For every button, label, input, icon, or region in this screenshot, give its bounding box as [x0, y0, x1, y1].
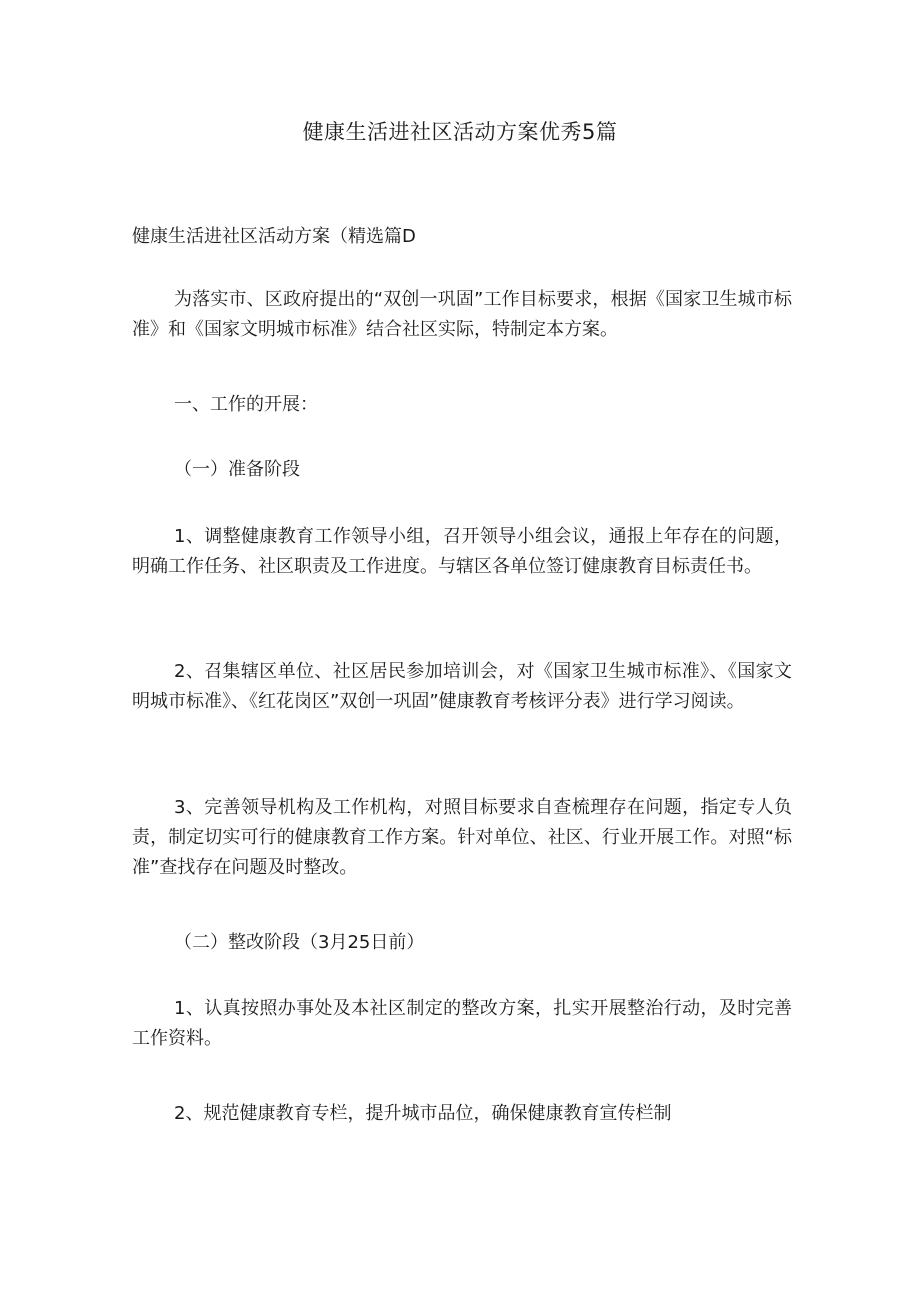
paragraph-prep-item-2: 2、召集辖区单位、社区居民参加培训会，对《国家卫生城市标准》、《国家文明城市标准》、《红花岗区”双创一巩固”健康教育考核评分表》进行学习阅读。 — [132, 661, 792, 712]
document-title: 健康生活进社区活动方案优秀5篇 — [302, 120, 618, 144]
intro-paragraph: 为落实市、区政府提出的“双创一巩固”工作目标要求，根据《国家卫生城市标准》和《国家文明城市标准》结合社区实际，特制定本方案。 — [132, 289, 792, 340]
paragraph-prep-item-1: 1、调整健康教育工作领导小组，召开领导小组会议，通报上年存在的问题，明确工作任务、社区职责及工作进度。与辖区各单位签订健康教育目标责任书。 — [132, 526, 792, 577]
heading-work-development: 一、工作的开展： — [174, 394, 318, 415]
heading-preparation-stage: （一）准备阶段 — [174, 459, 300, 480]
paragraph-rect-item-1: 1、认真按照办事处及本社区制定的整改方案，扎实开展整治行动，及时完善工作资料。 — [132, 998, 792, 1049]
paragraph-prep-item-3: 3、完善领导机构及工作机构，对照目标要求自查梳理存在问题，指定专人负责，制定切实可行的健康教育工作方案。针对单位、社区、行业开展工作。对照“标准”查找存在问题及时整改。 — [132, 797, 792, 878]
section-title: 健康生活进社区活动方案（精选篇D — [132, 226, 416, 247]
heading-rectification-stage: （二）整改阶段（3月25日前） — [174, 932, 425, 953]
paragraph-rect-item-2: 2、规范健康教育专栏，提升城市品位，确保健康教育宣传栏制 — [174, 1103, 672, 1124]
